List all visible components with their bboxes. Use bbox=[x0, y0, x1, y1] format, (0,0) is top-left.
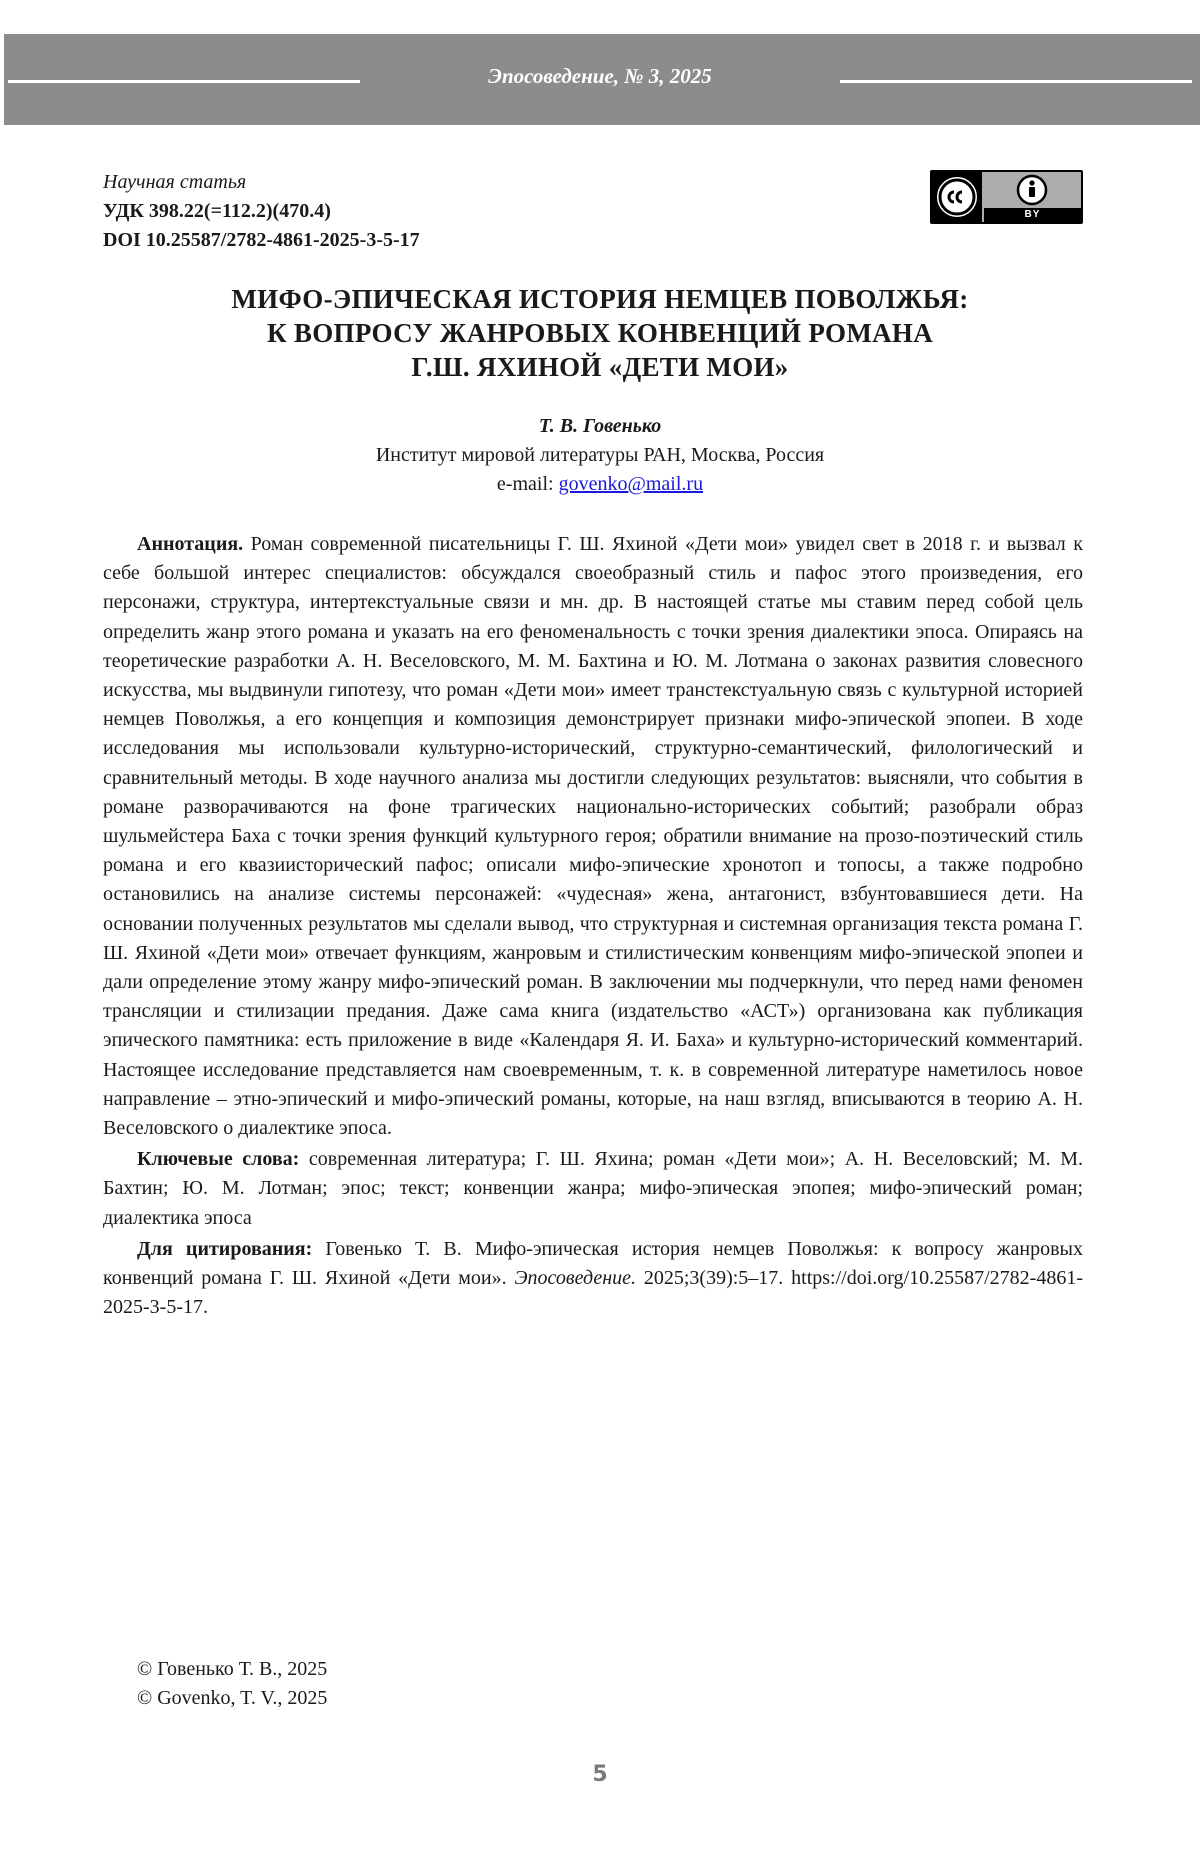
article-type: Научная статья bbox=[103, 171, 247, 193]
citation-details: 2025;3(39):5–17. https://doi.org/10.25587/2782-4861-2025-3-5-17. bbox=[103, 1267, 1083, 1319]
author-block bbox=[100, 412, 1100, 499]
citation-journal: Эпосоведение. bbox=[514, 1267, 637, 1290]
header-rule-left bbox=[8, 80, 360, 83]
author-email-link[interactable]: govenko@mail.ru bbox=[558, 473, 704, 495]
keywords-label: Ключевые слова: bbox=[137, 1148, 300, 1171]
title-line-1: МИФО-ЭПИЧЕСКАЯ ИСТОРИЯ НЕМЦЕВ ПОВОЛЖЬЯ: bbox=[231, 284, 969, 314]
citation-label: Для цитирования: bbox=[137, 1237, 313, 1260]
doi-code: DOI 10.25587/2782-4861-2025-3-5-17 bbox=[103, 229, 420, 251]
article-title bbox=[100, 282, 1100, 384]
title-line-3: Г.Ш. ЯХИНОЙ «ДЕТИ МОИ» bbox=[411, 352, 789, 382]
cc-by-license-badge[interactable] bbox=[930, 170, 1083, 224]
title-line-2: К ВОПРОСУ ЖАНРОВЫХ КОНВЕНЦИЙ РОМАНА bbox=[266, 318, 933, 348]
abstract-section bbox=[103, 530, 1083, 1324]
email-label: e-mail: bbox=[496, 473, 559, 495]
keywords-text: современная литература; Г. Ш. Яхина; роман «Дети мои»; А. Н. Веселовский; М. М. Бахтин; Ю. М. Лотман; эпос; текст; конвенции жанра; мифо-эпическая эпопея; мифо-эпический роман; диалектика эпоса bbox=[103, 1148, 1083, 1229]
author-name: Т. В. Говенько bbox=[538, 415, 662, 437]
copyright-block bbox=[137, 1655, 737, 1713]
journal-running-title: Эпосоведение, № 3, 2025 bbox=[488, 64, 712, 88]
page-number: 5 bbox=[592, 1762, 608, 1787]
license-label: BY bbox=[984, 208, 1081, 222]
abstract-text: Роман современной писательницы Г. Ш. Яхиной «Дети мои» увидел свет в 2018 г. и вызвал к себе большой интерес специалистов: обсуждался своеобразный стиль и пафос этого произведения, его персонажи, структура, интертекстуальные связи и мн. др. В настоящей статье мы ставим перед собой цель определить жанр этого романа и указать на его феноменальность с точки зрения диалектики эпоса. Опираясь на теоретические разработки А. Н. Веселовского, М. М. Бахтина и Ю. М. Лотмана о законах развития словесного искусства, мы выдвинули гипотезу, что роман «Дети мои» имеет транстекстуальную связь с культурной историей немцев Поволжья, а его концепция и композиция демонстрирует признаки мифо-эпической эпопеи. В ходе исследования мы использовали культурно-исторический, структурно-семантический, филологический и сравнительный методы. В ходе научного анализа мы достигли следующих результатов: выясняли, что события в романе разворачиваются на фоне трагических национально-исторических событий; разобрали образ шульмейстера Баха с точки зрения функций культурного героя; обратили внимание на прозо-поэтический стиль романа и его квазиисторический пафос; описали мифо-эпические хронотоп и топосы, а также подробно остановились на анализе системы персонажей: «чудесная» жена, антагонист, взбунтовавшиеся дети. На основании полученных результатов мы сделали вывод, что структурная и системная организация текста романа Г. Ш. Яхиной «Дети мои» отвечает функциям, жанровым и стилистическим конвенциям мифо-эпической эпопеи и дали определение этому жанру мифо-эпический роман. В заключении мы подчеркнули, что перед нами феномен трансляции и стилизации предания. Даже сама книга (издательство «АСТ») организована как публикация эпического памятника: есть приложение в виде «Календаря Я. И. Баха» и культурно-исторический комментарий. Настоящее исследование представляется нам своевременным, т. к. в современной литературе наметилось новое направление – этно-эпический и мифо-эпический романы, которые, на наш взгляд, вписываются в теорию А. Н. Веселовского о диалектике эпоса. bbox=[103, 533, 1083, 1140]
header-rule-right bbox=[840, 80, 1192, 83]
abstract-label: Аннотация. bbox=[137, 533, 244, 555]
author-affiliation: Институт мировой литературы РАН, Москва, Россия bbox=[375, 444, 825, 466]
keywords-paragraph bbox=[103, 1145, 1083, 1233]
abstract-paragraph bbox=[103, 530, 1083, 1143]
copyright-ru: © Говенько Т. В., 2025 bbox=[137, 1658, 328, 1680]
copyright-en: © Govenko, T. V., 2025 bbox=[137, 1687, 328, 1709]
article-meta bbox=[103, 168, 803, 255]
citation-paragraph bbox=[103, 1235, 1083, 1323]
author-email-line bbox=[100, 470, 1100, 499]
citation-text: Говенько Т. В. Мифо-эпическая история немцев Поволжья: к вопросу жанровых конвенций романа Г. Ш. Яхиной «Дети мои». bbox=[103, 1237, 1083, 1290]
udk-code: УДК 398.22(=112.2)(470.4) bbox=[103, 200, 331, 222]
